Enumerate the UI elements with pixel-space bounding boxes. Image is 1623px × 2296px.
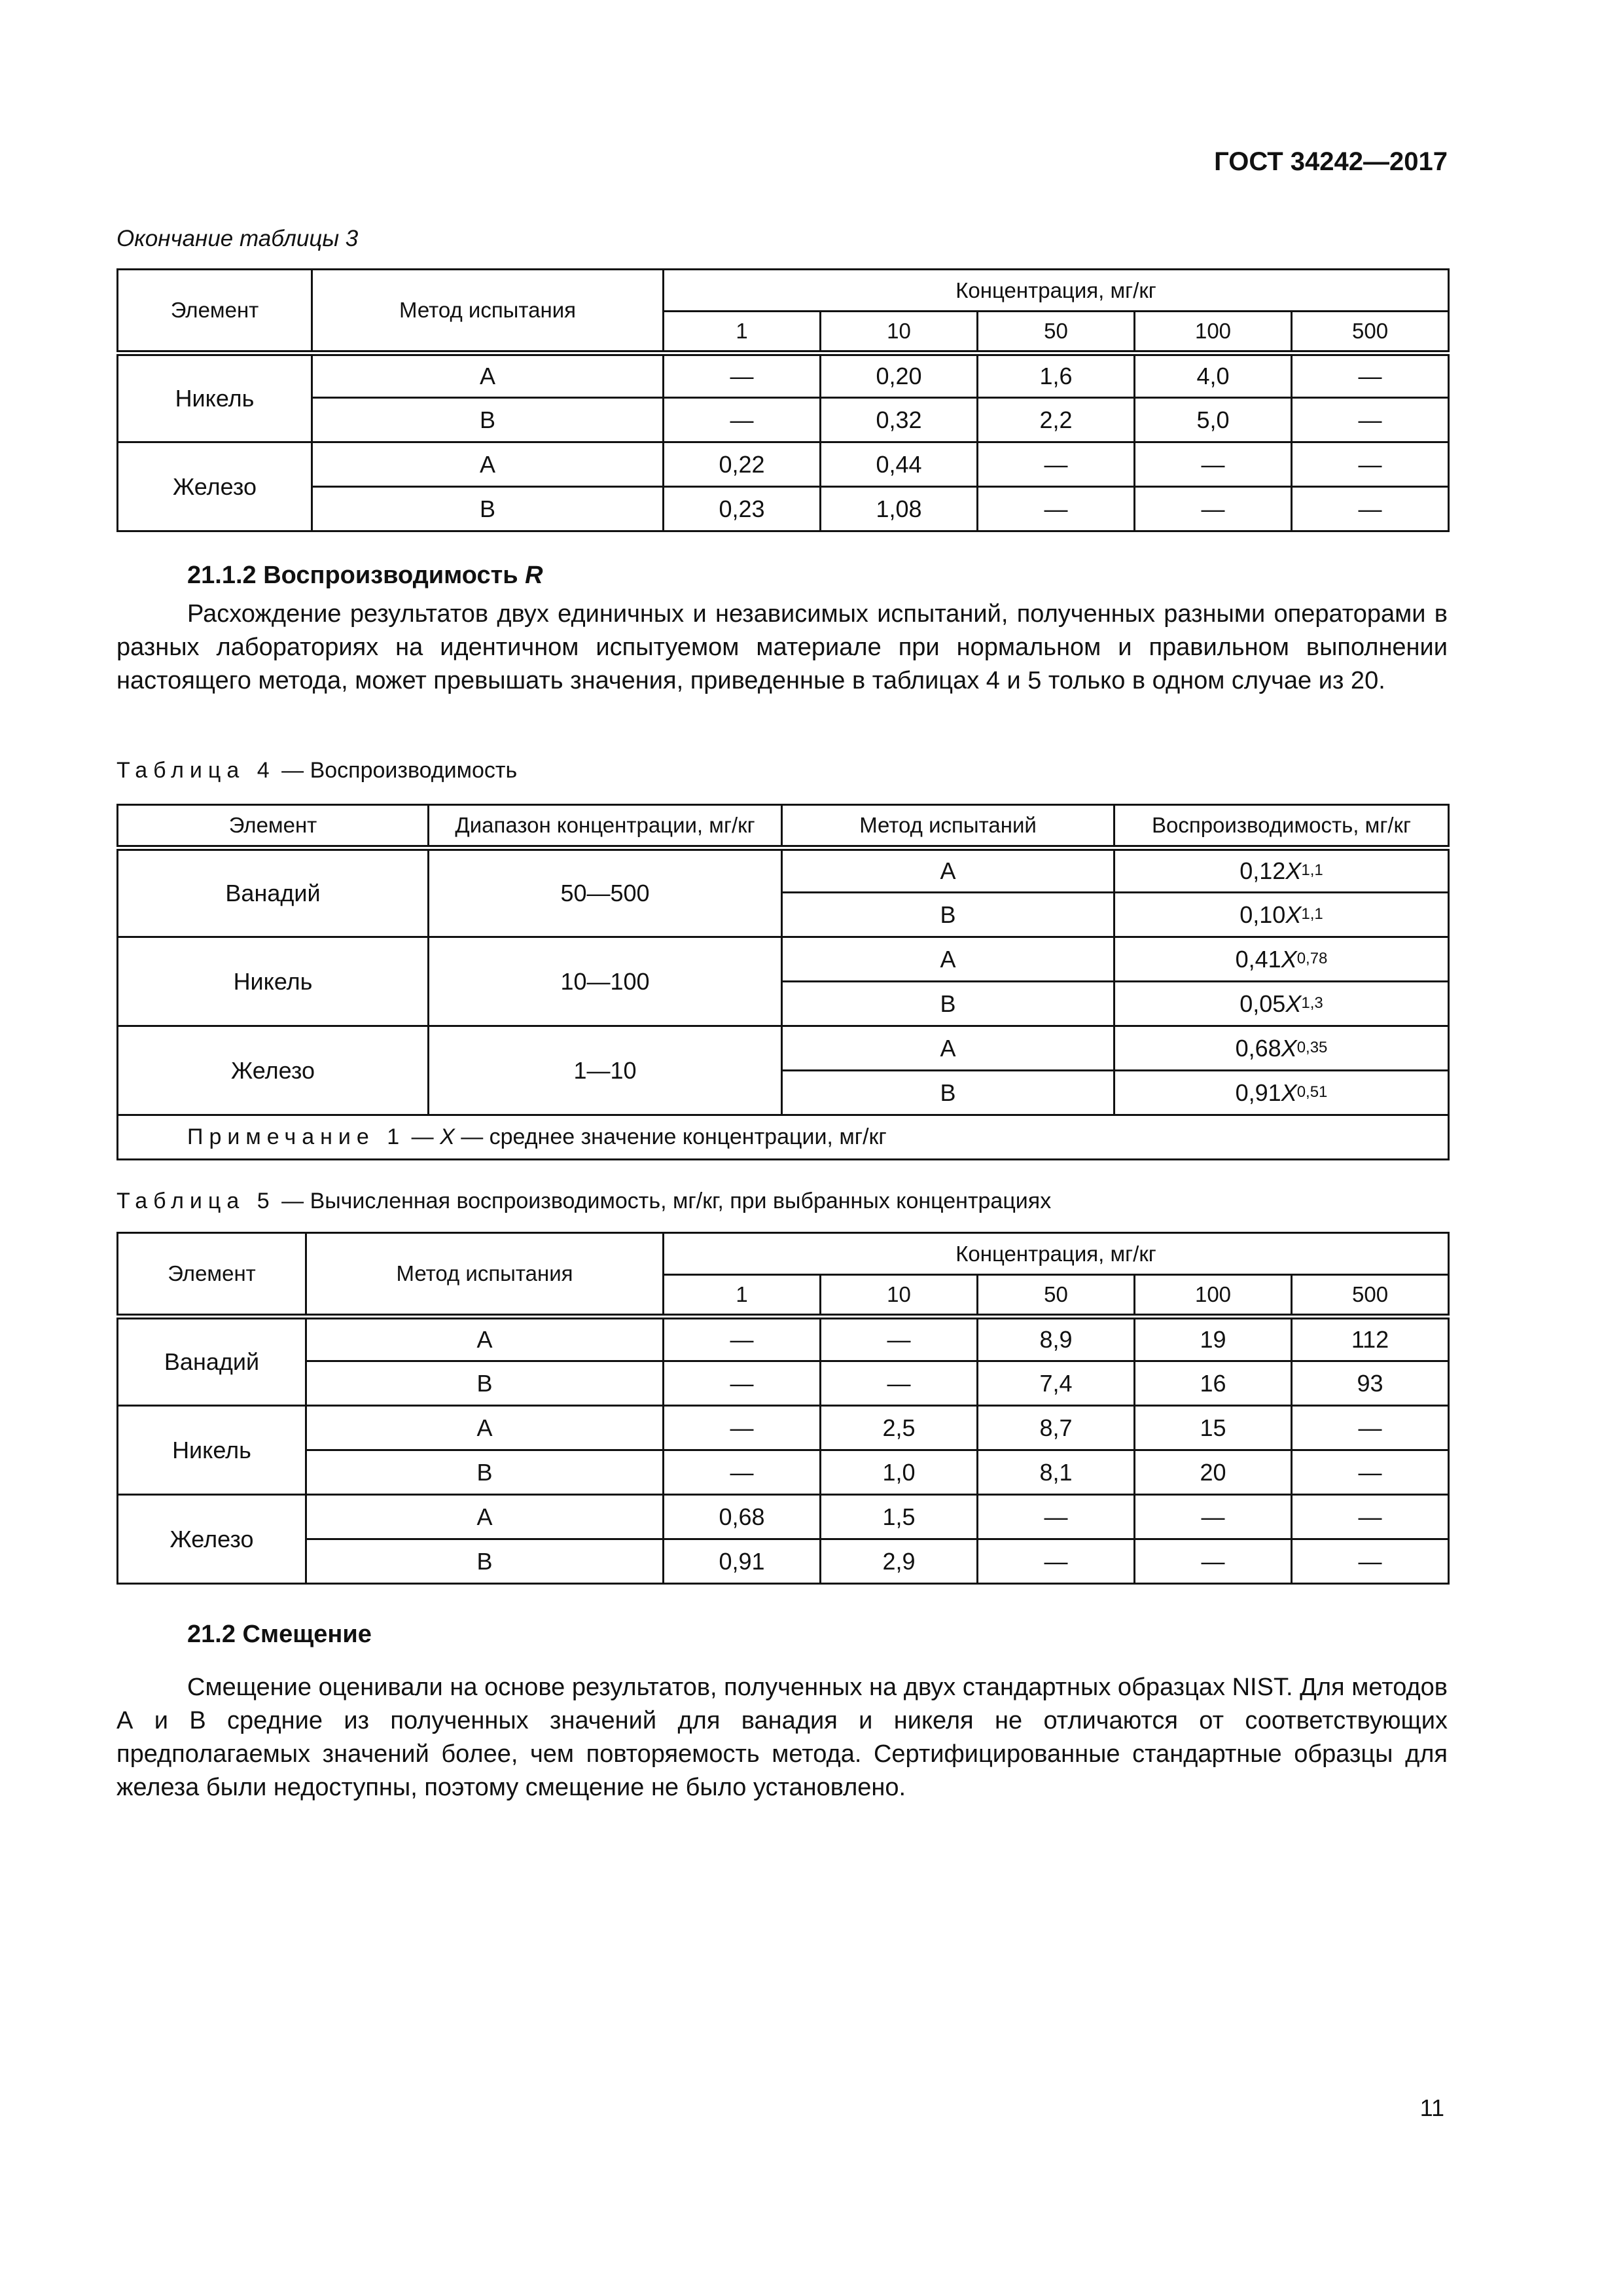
table-row [118, 442, 1449, 487]
formula-exponent: 1,1 [1301, 905, 1323, 923]
table4 [116, 804, 1450, 1160]
conc-header-cell: 10 [821, 312, 978, 353]
col-header-range: Диапазон концентрации, мг/кг [429, 805, 782, 848]
formula-coefficient: 0,91 [1235, 1079, 1281, 1106]
table-row [118, 848, 1449, 893]
table4-caption [116, 758, 517, 783]
formula-exponent: 1,3 [1301, 994, 1323, 1012]
table-row [118, 1406, 1449, 1450]
note-dash: — [405, 1124, 440, 1149]
value-cell: 19 [1135, 1317, 1292, 1361]
value-cell: 93 [1292, 1361, 1449, 1406]
value-cell: 5,0 [1135, 398, 1292, 442]
value-cell: 0,20 [821, 353, 978, 398]
page-number: 11 [1419, 2094, 1444, 2121]
formula-variable: X [1281, 1034, 1297, 1062]
method-cell: A [312, 353, 664, 398]
method-cell: A [306, 1406, 664, 1450]
table-row [118, 1450, 1449, 1495]
value-cell: — [1292, 1539, 1449, 1584]
value-cell: 0,91 [664, 1539, 821, 1584]
value-cell: — [978, 1539, 1135, 1584]
value-cell: 112 [1292, 1317, 1449, 1361]
col-header-element: Элемент [118, 270, 312, 353]
table-row [118, 487, 1449, 531]
section-2112-paragraph: Расхождение результатов двух единичных и независимых испытаний, полученных разными операторами в разных лабораториях на идентичном испытуемом материале при нормальном и правильном выполнении настоящего метода, может превышать значения, приведенные в таблицах 4 и 5 только в одном случае из 20. [116, 600, 1448, 694]
value-cell: 8,7 [978, 1406, 1135, 1450]
formula-coefficient: 0,10 [1240, 901, 1286, 928]
formula-variable: X [1281, 945, 1297, 973]
formula-cell [1115, 982, 1449, 1026]
method-cell: B [306, 1539, 664, 1584]
conc-header-cell: 500 [1292, 1275, 1449, 1317]
conc-header-cell: 10 [821, 1275, 978, 1317]
value-cell: — [664, 1450, 821, 1495]
value-cell: — [1135, 442, 1292, 487]
value-cell: — [978, 442, 1135, 487]
method-cell: B [782, 1071, 1115, 1115]
method-cell: A [306, 1317, 664, 1361]
element-cell: Никель [118, 353, 312, 442]
formula-coefficient: 0,12 [1240, 857, 1286, 884]
col-header-element: Элемент [118, 805, 429, 848]
range-cell: 50—500 [429, 848, 782, 937]
method-cell: B [312, 487, 664, 531]
value-cell: — [1292, 398, 1449, 442]
range-cell: 10—100 [429, 937, 782, 1026]
value-cell: 4,0 [1135, 353, 1292, 398]
value-cell: 2,9 [821, 1539, 978, 1584]
section-212-heading: 21.2 Смещение [187, 1621, 372, 1648]
value-cell: 15 [1135, 1406, 1292, 1450]
conc-header-cell: 50 [978, 312, 1135, 353]
formula-variable: X [1285, 857, 1302, 884]
formula-exponent: 0,51 [1296, 1083, 1328, 1101]
method-cell: B [312, 398, 664, 442]
value-cell: 2,5 [821, 1406, 978, 1450]
table5-caption-title: — Вычисленная воспроизводимость, мг/кг, при выбранных концентрациях [275, 1189, 1052, 1213]
value-cell: 0,23 [664, 487, 821, 531]
formula-exponent: 0,78 [1296, 949, 1328, 967]
formula-variable: X [1285, 990, 1302, 1017]
table3-continuation-caption: Окончание таблицы 3 [116, 226, 359, 251]
value-cell: — [1292, 1450, 1449, 1495]
value-cell: 1,6 [978, 353, 1135, 398]
value-cell: — [1135, 1495, 1292, 1539]
value-cell: — [1292, 1495, 1449, 1539]
value-cell: 1,5 [821, 1495, 978, 1539]
table-row [118, 1495, 1449, 1539]
formula-exponent: 1,1 [1301, 861, 1323, 879]
element-cell: Никель [118, 937, 429, 1026]
note-variable: X [440, 1124, 455, 1149]
value-cell: 8,1 [978, 1450, 1135, 1495]
col-header-method: Метод испытаний [782, 805, 1115, 848]
section-212-paragraph: Смещение оценивали на основе результатов, полученных на двух стандартных образцах NIST. Для методов А и В средние из полученных значений для ванадия и никеля не отличаются от соответствующих предполагаемых значений более, чем повторяемость метода. Сертифицированные стандартные образцы для железа были недоступны, поэтому смещение не было установлено. [116, 1674, 1448, 1801]
value-cell: — [1135, 1539, 1292, 1584]
formula-cell [1115, 1071, 1449, 1115]
formula-variable: X [1285, 901, 1302, 928]
table5 [116, 1232, 1450, 1585]
section-2112-heading-symbol: R [525, 562, 543, 589]
value-cell: — [1292, 1406, 1449, 1450]
section-2112-heading-text: 21.1.2 Воспроизводимость [187, 562, 526, 589]
formula-coefficient: 0,41 [1235, 945, 1281, 973]
table-row [118, 1539, 1449, 1584]
method-cell: A [782, 848, 1115, 893]
value-cell: 7,4 [978, 1361, 1135, 1406]
value-cell: 1,08 [821, 487, 978, 531]
col-header-element: Элемент [118, 1233, 306, 1317]
value-cell: 0,22 [664, 442, 821, 487]
value-cell: — [978, 487, 1135, 531]
col-header-reproducibility: Воспроизводимость, мг/кг [1115, 805, 1449, 848]
value-cell: — [1292, 442, 1449, 487]
table5-caption [116, 1189, 1051, 1214]
col-header-method: Метод испытания [312, 270, 664, 353]
section-2112-heading [187, 562, 543, 590]
value-cell: — [664, 353, 821, 398]
formula-coefficient: 0,68 [1235, 1034, 1281, 1062]
formula-cell [1115, 893, 1449, 937]
conc-header-cell: 100 [1135, 312, 1292, 353]
value-cell: — [1292, 487, 1449, 531]
conc-header-cell: 100 [1135, 1275, 1292, 1317]
table4-caption-prefix: Таблица 4 [116, 758, 276, 783]
table-row [118, 353, 1449, 398]
conc-header-cell: 1 [664, 1275, 821, 1317]
value-cell: — [664, 1361, 821, 1406]
value-cell: 20 [1135, 1450, 1292, 1495]
method-cell: B [306, 1361, 664, 1406]
table-row [118, 937, 1449, 982]
table4-note [118, 1115, 1449, 1160]
method-cell: A [312, 442, 664, 487]
value-cell: 1,0 [821, 1450, 978, 1495]
table-row [118, 1026, 1449, 1071]
method-cell: B [306, 1450, 664, 1495]
table-row [118, 1317, 1449, 1361]
value-cell: — [1292, 353, 1449, 398]
value-cell: — [821, 1361, 978, 1406]
element-cell: Железо [118, 1495, 306, 1584]
document-code: ГОСТ 34242—2017 [1214, 147, 1448, 176]
value-cell: — [664, 398, 821, 442]
table-row [118, 1361, 1449, 1406]
table3 [116, 268, 1450, 532]
col-header-concentration: Концентрация, мг/кг [664, 270, 1449, 312]
note-text: — среднее значение концентрации, мг/кг [454, 1124, 887, 1149]
element-cell: Ванадий [118, 848, 429, 937]
value-cell: — [1135, 487, 1292, 531]
element-cell: Железо [118, 442, 312, 531]
value-cell: 2,2 [978, 398, 1135, 442]
element-cell: Ванадий [118, 1317, 306, 1406]
value-cell: — [821, 1317, 978, 1361]
value-cell: 8,9 [978, 1317, 1135, 1361]
method-cell: A [782, 937, 1115, 982]
value-cell: 16 [1135, 1361, 1292, 1406]
method-cell: B [782, 893, 1115, 937]
formula-cell [1115, 937, 1449, 982]
table4-caption-title: — Воспроизводимость [275, 758, 518, 783]
value-cell: — [664, 1406, 821, 1450]
note-label: Примечание 1 [187, 1124, 406, 1149]
method-cell: A [306, 1495, 664, 1539]
col-header-method: Метод испытания [306, 1233, 664, 1317]
value-cell: 0,32 [821, 398, 978, 442]
value-cell: — [978, 1495, 1135, 1539]
value-cell: 0,68 [664, 1495, 821, 1539]
range-cell: 1—10 [429, 1026, 782, 1115]
table-note-row [118, 1115, 1449, 1160]
formula-exponent: 0,35 [1296, 1038, 1328, 1056]
value-cell: 0,44 [821, 442, 978, 487]
element-cell: Железо [118, 1026, 429, 1115]
value-cell: — [664, 1317, 821, 1361]
conc-header-cell: 50 [978, 1275, 1135, 1317]
conc-header-cell: 1 [664, 312, 821, 353]
element-cell: Никель [118, 1406, 306, 1495]
formula-cell [1115, 1026, 1449, 1071]
table5-caption-prefix: Таблица 5 [116, 1189, 276, 1213]
method-cell: A [782, 1026, 1115, 1071]
formula-coefficient: 0,05 [1240, 990, 1286, 1017]
col-header-concentration: Концентрация, мг/кг [664, 1233, 1449, 1275]
conc-header-cell: 500 [1292, 312, 1449, 353]
method-cell: B [782, 982, 1115, 1026]
formula-variable: X [1281, 1079, 1297, 1106]
table-row [118, 398, 1449, 442]
formula-cell [1115, 848, 1449, 893]
